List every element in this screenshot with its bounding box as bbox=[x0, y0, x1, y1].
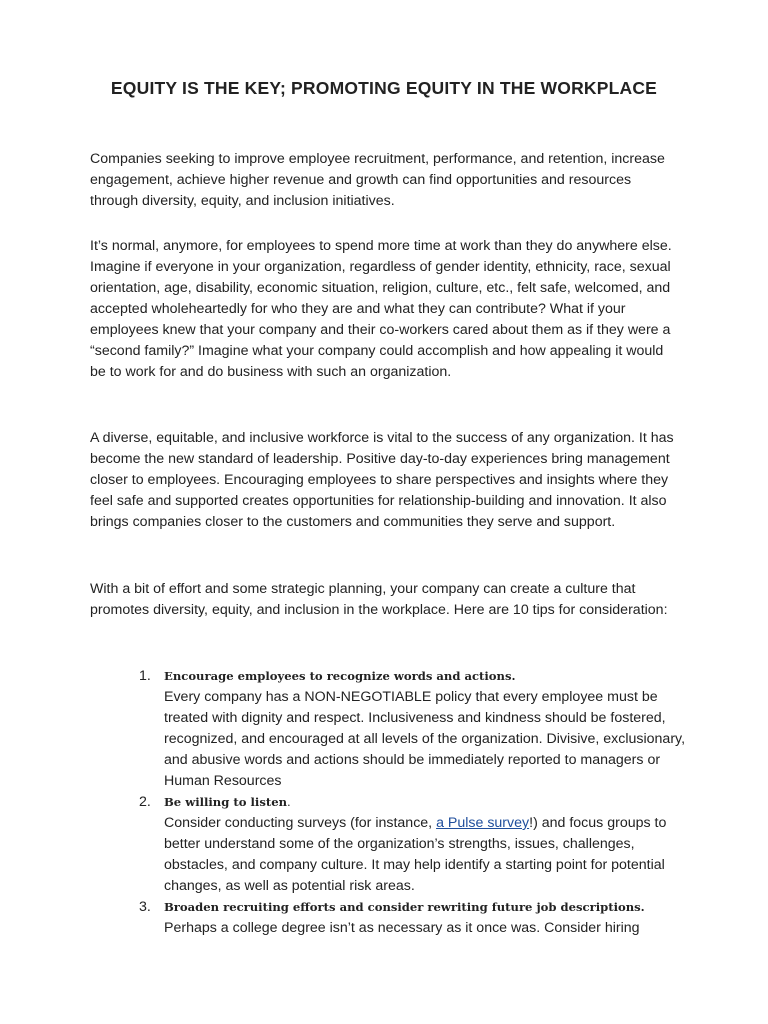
paragraph-tips-intro: With a bit of effort and some strategic planning, your company can create a culture that promotes diversity, equity, and inclusion in the workplace. Here are 10 tips for consideration: bbox=[90, 581, 668, 618]
list-item bbox=[90, 792, 690, 897]
tip-heading bbox=[164, 792, 690, 813]
paragraph-intro: Companies seeking to improve employee recruitment, performance, and retention, increase engagement, achieve higher revenue and growth can find opportunities and resources through diversity, equity, and inclusion initiatives. bbox=[90, 151, 665, 209]
tips-list bbox=[90, 666, 690, 939]
list-item bbox=[90, 666, 690, 792]
tip-heading-period: . bbox=[287, 795, 291, 809]
tip-body bbox=[164, 813, 690, 897]
paragraph-imagine: It’s normal, anymore, for employees to spend more time at work than they do anywhere else. Imagine if everyone in your organization, regardless of gender identity, ethnicity, race, sexual orientation, age, disability, economic situation, religion, culture, etc., felt safe, welcomed, and accepted wholeheartedly for who they are and what they can contribute? What if your employees knew that your company and their co-workers cared about them as if they were a “second family?” Imagine what your company could accomplish and how appealing it would be to work for and do business with such an organization. bbox=[90, 238, 672, 380]
tip-heading: Broaden recruiting efforts and consider rewriting future job descriptions. bbox=[164, 900, 645, 914]
list-number: 2. bbox=[139, 794, 151, 810]
tip-body: Every company has a NON-NEGOTIABLE policy that every employee must be treated with dignity and respect. Inclusiveness and kindness should be fostered, recognized, and encouraged at all levels of the organization. Divisive, exclusionary, and abusive words and actions should be immediately reported to managers or Human Resources bbox=[164, 689, 686, 789]
tip-heading: Encourage employees to recognize words and actions. bbox=[164, 669, 516, 683]
pulse-survey-link[interactable]: a Pulse survey bbox=[436, 815, 530, 831]
tip-body-before-link: Consider conducting surveys (for instance, bbox=[164, 815, 437, 831]
list-item bbox=[90, 897, 690, 939]
list-number: 3. bbox=[139, 899, 151, 915]
paragraph-workforce: A diverse, equitable, and inclusive workforce is vital to the success of any organization. It has become the new standard of leadership. Positive day-to-day experiences bring management closer to employees. Encouraging employees to share perspectives and insights where they feel safe and supported creates opportunities for relationship-building and innovation. It also brings companies closer to the customers and communities they serve and support. bbox=[90, 430, 674, 530]
tip-body-after-link: !) and focus groups to better understand some of the organization’s strengths, issues, challenges, obstacles, and company culture. It may help identify a starting point for potential changes, as well as potential risk areas. bbox=[164, 815, 667, 894]
tip-body: Perhaps a college degree isn’t as necessary as it once was. Consider hiring bbox=[164, 920, 640, 936]
list-number: 1. bbox=[139, 668, 151, 684]
tip-heading-text: Be willing to listen bbox=[164, 795, 288, 809]
document-title: EQUITY IS THE KEY; PROMOTING EQUITY IN THE WORKPLACE bbox=[110, 78, 658, 98]
